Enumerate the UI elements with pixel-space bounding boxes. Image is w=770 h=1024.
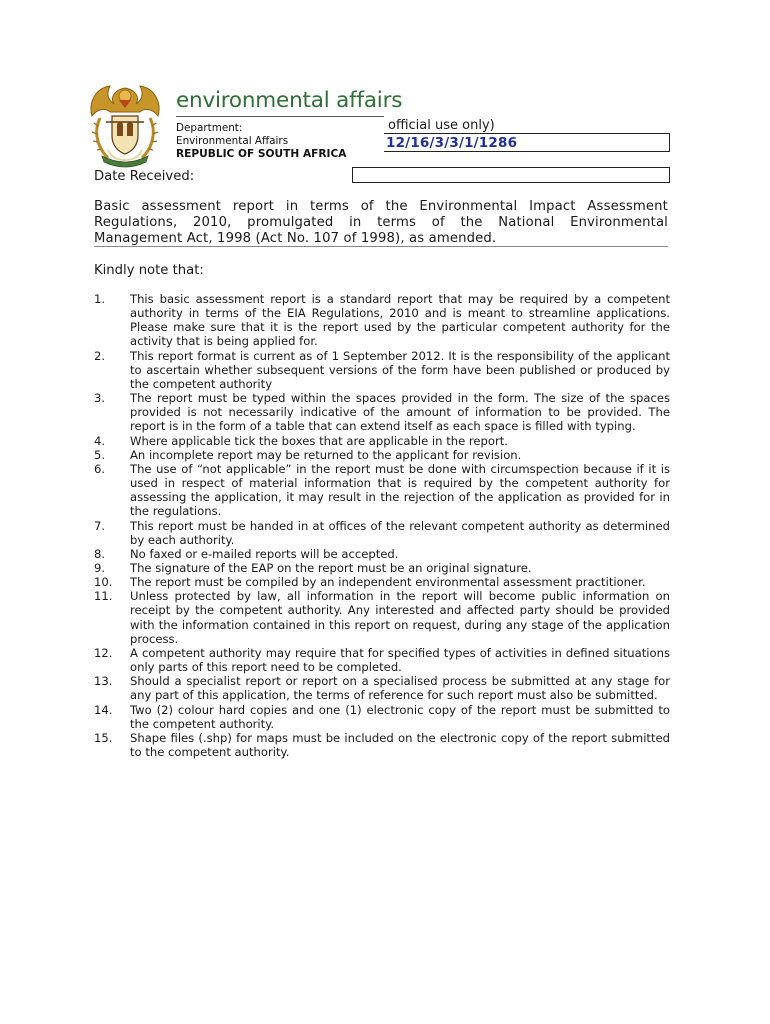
note-text: Should a specialist report or report on a specialised process be submitted at any stage for any part of this application, the terms of reference for such report must also be submitted. xyxy=(130,674,670,703)
note-number: 6. xyxy=(94,461,106,476)
reference-number: 12/16/3/3/1/1286 xyxy=(386,135,518,151)
note-text: Two (2) colour hard copies and one (1) electronic copy of the report must be submitted to the competent authority. xyxy=(130,702,670,731)
note-number: 10. xyxy=(94,575,113,590)
note-text: Where applicable tick the boxes that are applicable in the report. xyxy=(130,433,508,448)
note-text: Unless protected by law, all information in the report will become public information on receipt by the competent authority. Any interested and affected party should be provided with the information contained in this report on request, during any stage of the application process. xyxy=(130,589,670,646)
note-number: 15. xyxy=(94,730,113,745)
intro-paragraph: Basic assessment report in terms of the Environmental Impact Assessment Regulations, 2010, promulgated in terms of the National Environmental Management Act, 1998 (Act No. 107 of 1998), as amended. xyxy=(94,199,668,247)
list-item xyxy=(94,462,670,519)
list-item xyxy=(94,434,670,448)
list-item xyxy=(94,674,670,702)
note-number: 3. xyxy=(94,391,106,406)
list-item xyxy=(94,575,670,589)
note-number: 13. xyxy=(94,674,113,689)
note-text: Shape files (.shp) for maps must be included on the electronic copy of the report submitted to the competent authority. xyxy=(130,730,670,759)
note-number: 2. xyxy=(94,348,106,363)
intro-divider xyxy=(94,246,668,247)
official-use-label: official use only) xyxy=(388,118,495,133)
list-item xyxy=(94,519,670,547)
coat-of-arms-icon xyxy=(84,78,166,170)
list-item xyxy=(94,561,670,575)
kindly-note-heading: Kindly note that: xyxy=(94,263,204,278)
note-number: 8. xyxy=(94,546,106,561)
list-item xyxy=(94,589,670,646)
country-name: REPUBLIC OF SOUTH AFRICA xyxy=(176,148,347,160)
note-number: 12. xyxy=(94,645,113,660)
department-label: Department: xyxy=(176,122,243,134)
notes-list xyxy=(94,292,670,759)
note-text: The signature of the EAP on the report must be an original signature. xyxy=(130,560,532,575)
note-number: 9. xyxy=(94,560,106,575)
note-text: This basic assessment report is a standard report that may be required by a competent authority in terms of the EIA Regulations, 2010 and is meant to streamline applications. Please make sure that it is the report used by the particular competent authority for the activity that is being applied for. xyxy=(130,292,670,349)
official-box-top-rule xyxy=(352,133,670,134)
note-number: 14. xyxy=(94,702,113,717)
department-wordmark: environmental affairs xyxy=(176,88,403,113)
note-text: No faxed or e-mailed reports will be accepted. xyxy=(130,546,399,561)
note-number: 7. xyxy=(94,518,106,533)
note-text: This report must be handed in at offices of the relevant competent authority as determined by each authority. xyxy=(130,518,670,547)
note-text: The use of “not applicable” in the report must be done with circumspection because if it is used in respect of material information that is required by the competent authority for assessing the application, it may result in the rejection of the application as provided for in the regulations. xyxy=(130,461,670,519)
note-text: This report format is current as of 1 September 2012. It is the responsibility of the applicant to ascertain whether subsequent versions of the form have been published or produced by the competent authority xyxy=(130,348,670,391)
list-item xyxy=(94,391,670,433)
note-number: 11. xyxy=(94,589,113,604)
list-item xyxy=(94,292,670,349)
note-number: 1. xyxy=(94,292,106,306)
note-text: The report must be typed within the spaces provided in the form. The size of the spaces provided is not necessarily indicative of the amount of information to be provided. The report is in the form of a table that can extend itself as each space is filled with typing. xyxy=(130,391,670,434)
official-box-right-rule xyxy=(669,133,670,152)
list-item xyxy=(94,547,670,561)
list-item xyxy=(94,448,670,462)
note-text: The report must be compiled by an independent environmental assessment practitioner. xyxy=(130,575,646,590)
note-number: 5. xyxy=(94,447,106,462)
note-text: A competent authority may require that for specified types of activities in defined situations only parts of this report need to be completed. xyxy=(130,645,670,675)
note-number: 4. xyxy=(94,433,106,448)
date-received-field[interactable] xyxy=(352,167,670,183)
department-name: Environmental Affairs xyxy=(176,135,289,147)
date-received-label: Date Received: xyxy=(94,169,195,184)
list-item xyxy=(94,646,670,674)
list-item xyxy=(94,703,670,731)
department-logo xyxy=(84,78,403,170)
wordmark-rule xyxy=(176,116,384,117)
official-box-mid-rule xyxy=(352,151,670,152)
note-text: An incomplete report may be returned to the applicant for revision. xyxy=(130,447,522,462)
list-item xyxy=(94,731,670,759)
list-item xyxy=(94,349,670,391)
